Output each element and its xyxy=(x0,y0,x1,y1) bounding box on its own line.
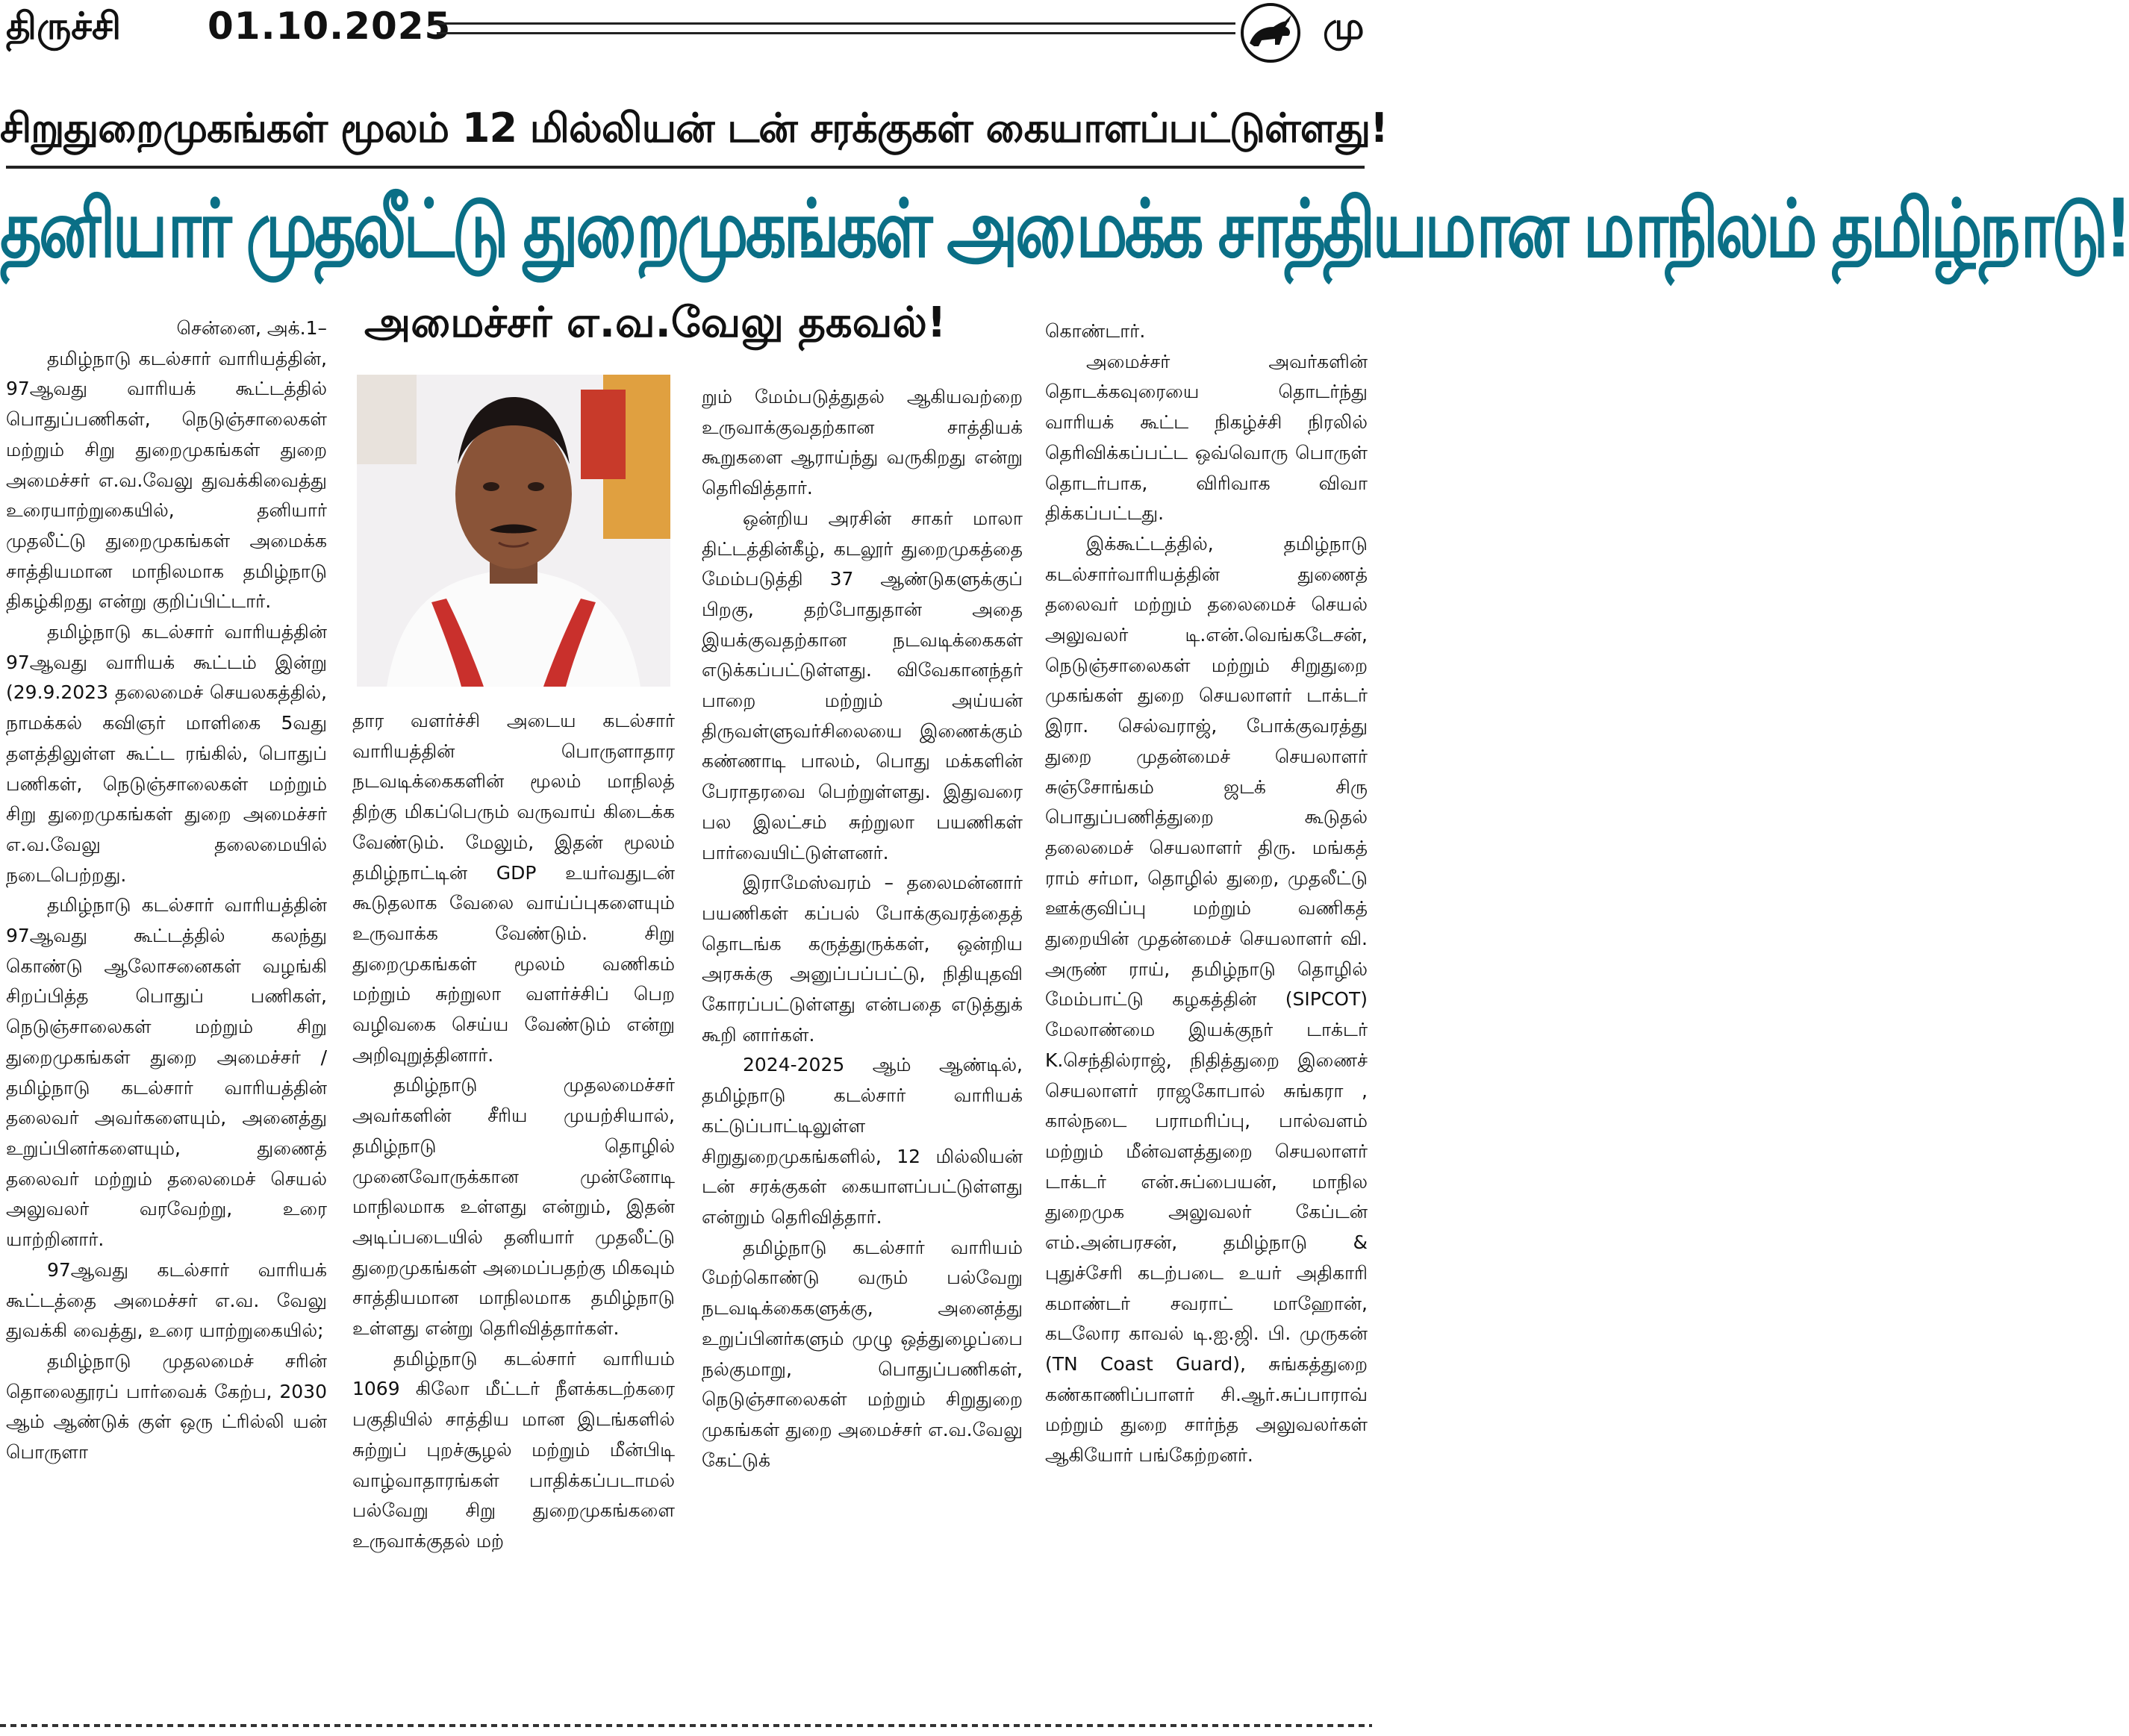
minister-portrait-photo xyxy=(357,375,670,687)
paragraph: தமிழ்நாடு முதலமைச்சர் அவர்களின் சீரிய முயற்சியால், தமிழ்நாடு தொழில் முனைவோருக்கான முன்னோடி மாநிலமாக உள்ளது என்றும், இதன் அடிப்படையில் தனியார் முதலீட்டு துறைமுகங்கள் அமைப்பதற்கு மிகவும் சாத்தியமான மாநிலமாக தமிழ்நாடு உள்ளது என்று தெரிவித்தார்கள். xyxy=(352,1074,675,1340)
article-column-3 xyxy=(702,382,1023,1724)
charging-bull-logo-icon xyxy=(1239,1,1302,64)
page-bottom-dashed-rule xyxy=(0,1724,1372,1727)
paragraph: தமிழ்நாடு கடல்சார் வாரியத்தின், 97ஆவது வாரியக் கூட்டத்தில் பொதுப்பணிகள், நெடுஞ்சாலைகள் மற்றும் சிறு துறைமுகங்கள் துறை அமைச்சர் எ.வ.வேலு துவக்கிவைத்து உரையாற்றுகையில், தனியார் முதலீட்டு துறைமுகங்கள் அமைக்க சாத்தியமான மாநிலமாக தமிழ்நாடு திகழ்கிறது என்று குறிப்பிட்டார். xyxy=(6,347,327,613)
paragraph: தமிழ்நாடு கடல்சார் வாரியம் 1069 கிலோ மீட்டர் நீளக்கடற்கரை பகுதியில் சாத்திய மான இடங்களில் சுற்றுப் புறச்சூழல் மற்றும் மீன்பிடி வாழ்வாதாரங்கள் பாதிக்கப்படாமல் பல்வேறு சிறு துறைமுகங்களை உருவாக்குதல் மற் xyxy=(352,1347,675,1552)
paragraph: 97ஆவது கடல்சார் வாரியக் கூட்டத்தை அமைச்சர் எ.வ. வேலு துவக்கி வைத்து, உரை யாற்றுகையில்; xyxy=(6,1258,327,1342)
paragraph: தமிழ்நாடு முதலமைச் சரின் தொலைதூரப் பார்வைக் கேற்ப, 2030 ஆம் ஆண்டுக் குள் ஒரு ட்ரில்லி யன் பொருளா xyxy=(6,1349,327,1464)
masthead-double-rule xyxy=(437,22,1235,34)
article-subhead: அமைச்சர் எ.வ.வேலு தகவல்! xyxy=(364,299,947,347)
paragraph: ஒன்றிய அரசின் சாகர் மாலா திட்டத்தின்கீழ், கடலூர் துறைமுகத்தை மேம்படுத்தி 37 ஆண்டுகளுக்குப் பிறகு, தற்போதுதான் அதை இயக்குவதற்கான நடவடிக்கைகள் எடுக்கப்பட்டுள்ளது. விவேகானந்தர் பாறை மற்றும் அய்யன் திருவள்ளுவர்சிலையை இணைக்கும் கண்ணாடி பாலம், பொது மக்களின் பேராதரவை பெற்றுள்ளது. இதுவரை பல இலட்சம் சுற்றுலா பயணிகள் பார்வையிட்டுள்ளனர். xyxy=(702,507,1023,864)
article-column-1 xyxy=(6,313,327,1724)
paragraph: தமிழ்நாடு கடல்சார் வாரியத்தின் 97ஆவது வாரியக் கூட்டம் இன்று (29.9.2023 தலைமைச் செயலகத்தில், நாமக்கல் கவிஞர் மாளிகை 5வது தளத்திலுள்ள கூட்ட ரங்கில், பொதுப் பணிகள், நெடுஞ்சாலைகள் மற்றும் சிறு துறைமுகங்கள் துறை அமைச்சர் எ.வ.வேலு தலைமையில் நடைபெற்றது. xyxy=(6,621,327,886)
paragraph: கொண்டார். xyxy=(1045,320,1146,342)
paragraph: 2024-2025 ஆம் ஆண்டில், தமிழ்நாடு கடல்சார் வாரியக் கட்டுப்பாட்டிலுள்ள சிறுதுறைமுகங்களில், 12 மில்லியன் டன் சரக்குகள் கையாளப்பட்டுள்ளது என்றும் தெரிவித்தார். xyxy=(702,1054,1023,1228)
paragraph: தமிழ்நாடு கடல்சார் வாரியம் மேற்கொண்டு வரும் பல்வேறு நடவடிக்கைகளுக்கு, அனைத்து உறுப்பினர்களும் முழு ஒத்துழைப்பை நல்குமாறு, பொதுப்பணிகள், நெடுஞ்சாலைகள் மற்றும் சிறுதுறை முகங்கள் துறை அமைச்சர் எ.வ.வேலு கேட்டுக் xyxy=(702,1236,1023,1471)
article-kicker: சிறுதுறைமுகங்கள் மூலம் 12 மில்லியன் டன் சரக்குகள் கையாளப்பட்டுள்ளது! xyxy=(0,104,1388,152)
edition-date: 01.10.2025 xyxy=(208,4,452,48)
paragraph: தார வளர்ச்சி அடைய கடல்சார் வாரியத்தின் பொருளாதார நடவடிக்கைகளின் மூலம் மாநிலத் திற்கு மிகப்பெரும் வருவாய் கிடைக்க வேண்டும். மேலும், இதன் மூலம் தமிழ்நாட்டின் GDP உயர்வதுடன் கூடுதலாக வேலை வாய்ப்புகளையும் உருவாக்க வேண்டும். சிறு துறைமுகங்கள் மூலம் வணிகம் மற்றும் சுற்றுலா வளர்ச்சிப் பெற வழிவகை செய்ய வேண்டும் என்று அறிவுறுத்தினார். xyxy=(352,710,675,1066)
paragraph: அமைச்சர் அவர்களின் தொடக்கவுரையை தொடர்ந்து வாரியக் கூட்ட நிகழ்ச்சி நிரலில் தெரிவிக்கப்பட்ட ஒவ்வொரு பொருள் தொடர்பாக, விரிவாக விவா திக்கப்பட்டது. xyxy=(1045,350,1368,525)
article-column-4 xyxy=(1045,316,1368,1724)
paragraph: றும் மேம்படுத்துதல் ஆகியவற்றை உருவாக்குவதற்கான சாத்தியக் கூறுகளை ஆராய்ந்து வருகிறது என்று தெரிவித்தார். xyxy=(702,386,1023,499)
masthead-title-fragment: மு xyxy=(1323,4,1365,48)
dateline: சென்னை, அக்.1– xyxy=(176,317,327,339)
edition-city: திருச்சி xyxy=(6,4,122,48)
article-column-2 xyxy=(352,706,675,1724)
paragraph: இக்கூட்டத்தில், தமிழ்நாடு கடல்சார்வாரியத்தின் துணைத் தலைவர் மற்றும் தலைமைச் செயல் அலுவலர் டி.என்.வெங்கடேசன், நெடுஞ்சாலைகள் மற்றும் சிறுதுறை முகங்கள் துறை செயலாளர் டாக்டர் இரா. செல்வராஜ், போக்குவரத்து துறை முதன்மைச் செயலாளர் சுஞ்சோங்கம் ஜடக் சிரு பொதுப்பணித்துறை கூடுதல் தலைமைச் செயலாளர் திரு. மங்கத் ராம் சர்மா, தொழில் துறை, முதலீட்டு ஊக்குவிப்பு மற்றும் வணிகத் துறையின் முதன்மைச் செயலாளர் வி. அருண் ராய், தமிழ்நாடு தொழில் மேம்பாட்டு கழகத்தின் (SIPCOT) மேலாண்மை இயக்குநர் டாக்டர் K.செந்தில்ராஜ், நிதித்துறை இணைச் செயலாளர் ராஜகோபால் சுங்கரா , கால்நடை பராமரிப்பு, பால்வளம் மற்றும் மீன்வளத்துறை செயலாளர் டாக்டர் என்.சுப்பையன், மாநில துறைமுக அலுவலர் கேப்டன் எம்.அன்பரசன், தமிழ்நாடு & புதுச்சேரி கடற்படை உயர் அதிகாரி கமாண்டர் சவராட் மாஹோன், கடலோர காவல் டி.ஐ.ஜி. பி. முருகன் (TN Coast Guard), சுங்கத்துறை கண்காணிப்பாளர் சி.ஆர்.சுப்பாராவ் மற்றும் துறை சார்ந்த அலுவலர்கள் ஆகியோர் பங்கேற்றனர். xyxy=(1045,532,1368,1467)
paragraph: இராமேஸ்வரம் – தலைமன்னார் பயணிகள் கப்பல் போக்குவரத்தைத் தொடங்க கருத்துருக்கள், ஒன்றிய அரசுக்கு அனுப்பப்பட்டு, நிதியுதவி கோரப்பட்டுள்ளது என்பதை எடுத்துக் கூறி னார்கள். xyxy=(702,872,1023,1046)
paragraph: தமிழ்நாடு கடல்சார் வாரியத்தின் 97ஆவது கூட்டத்தில் கலந்து கொண்டு ஆலோசனைகள் வழங்கி சிறப்பித்த பொதுப் பணிகள், நெடுஞ்சாலைகள் மற்றும் சிறு துறைமுகங்கள் துறை அமைச்சர் / தமிழ்நாடு கடல்சார் வாரியத்தின் தலைவர் அவர்களையும், அனைத்து உறுப்பினர்களையும், துணைத் தலைவர் மற்றும் தலைமைச் செயல் அலுவலர் வரவேற்று, உரை யாற்றினார். xyxy=(6,894,327,1251)
masthead xyxy=(0,0,1372,60)
article-headline: தனியார் முதலீட்டு துறைமுகங்கள் அமைக்க சாத்தியமான மாநிலம் தமிழ்நாடு! xyxy=(0,182,2129,276)
